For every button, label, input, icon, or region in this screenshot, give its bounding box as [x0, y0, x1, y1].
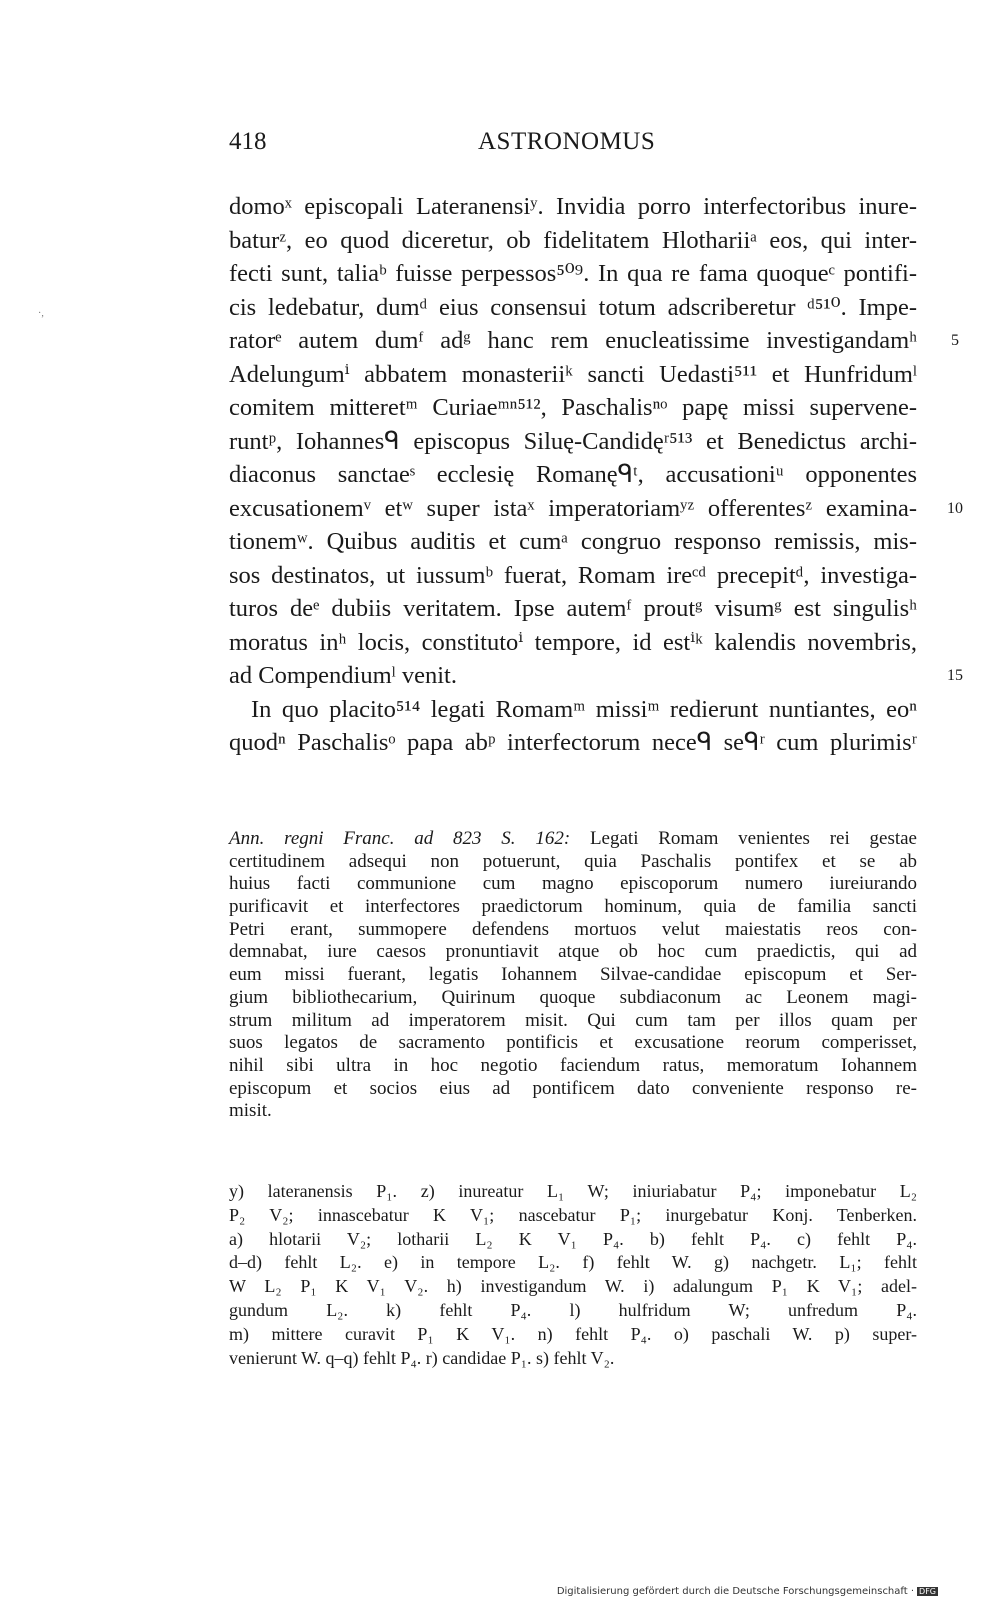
- source-line: strum militum ad imperatorem misit. Qui cum tam per illos quam per: [229, 1009, 917, 1031]
- apparatus-line: W L₂ P₁ K V₁ V₂. h) investigandum W. i) adalungum P₁ K V₁; adel-: [229, 1276, 917, 1297]
- source-line: purificavit et interfectores praedictorum hominum, quia de familia sancti: [229, 896, 917, 918]
- text-line: Adelungumⁱ abbatem monasteriiᵏ sancti Uedasti⁵¹¹ et Hunfridumˡ: [229, 360, 917, 388]
- critical-apparatus: [229, 1180, 917, 1370]
- source-note: [229, 828, 917, 1123]
- text-line: quodⁿ Paschalisᵒ papa abᵖ interfectorum neceᑫ seᑫʳ cum plurimisʳ: [229, 729, 917, 756]
- source-line: misit.: [229, 1100, 272, 1122]
- text-line: cis ledebatur, dumᵈ eius consensui totum adscriberetur ᵈ⁵¹⁰. Impe-: [229, 293, 917, 321]
- line-number: 15: [947, 667, 963, 684]
- apparatus-line: a) hlotarii V₂; lotharii L₂ K V₁ P₄. b) fehlt P₄. c) fehlt P₄.: [229, 1228, 917, 1249]
- text-line: excusationemᵛ etʷ super istaˣ imperatoriamʸᶻ offerentesᶻ examina-: [229, 494, 917, 522]
- line-number: 5: [951, 332, 959, 349]
- apparatus-line: y) lateranensis P₁. z) inureatur L₁ W; iniuriabatur P₄; imponebatur L₂: [229, 1181, 917, 1201]
- source-line: Petri erant, summopere defendens mortuos velut maiestatis reos con-: [229, 918, 917, 940]
- source-line-text: Legati Romam venientes rei gestae: [589, 828, 917, 849]
- source-line: episcopum et socios eius ad pontificem dato conveniente responso re-: [229, 1077, 917, 1099]
- dfg-logo: DFG: [919, 1587, 936, 1596]
- apparatus-line: gundum L₂. k) fehlt P₄. l) hulfridum W; unfredum P₄.: [229, 1299, 917, 1320]
- main-text: [229, 190, 917, 760]
- source-line: certitudinem adsequi non potuerunt, quia Paschalis pontifex et se ab: [229, 850, 917, 872]
- text-line: ratorᵉ autem dumᶠ adᵍ hanc rem enucleatissime investigandamʰ: [229, 327, 917, 354]
- page-number: 418: [229, 128, 267, 155]
- source-line: huius facti communione cum magno episcoporum numero iureiurando: [229, 873, 917, 895]
- source-line: demnabat, iure caesos pronuntiavit atque ob hoc cum praedictis, qui ad: [229, 941, 917, 963]
- margin-mark: ·,: [38, 308, 44, 319]
- apparatus-line: d–d) fehlt L₂. e) in tempore L₂. f) fehlt W. g) nachgetr. L₁; fehlt: [229, 1252, 917, 1273]
- line-number: 10: [947, 499, 963, 517]
- text-line: ad Compendiumˡ venit.: [229, 662, 457, 689]
- source-line: suos legatos de sacramento pontificis et excusatione reorum comperisset,: [229, 1032, 917, 1054]
- apparatus-line: m) mittere curavit P₁ K V₁. n) fehlt P₄. o) paschali W. p) super-: [229, 1323, 917, 1344]
- apparatus-line: venierunt W. q–q) fehlt P₄. r) candidae P₁. s) fehlt V₂.: [229, 1347, 615, 1368]
- text-line: tionemʷ. Quibus auditis et cumᵃ congruo responso remissis, mis-: [229, 528, 917, 555]
- footer-credit-text: Digitalisierung gefördert durch die Deutsche Forschungsgemeinschaft ·: [556, 1586, 915, 1597]
- text-line: moratus inʰ locis, constitutoⁱ tempore, id estⁱᵏ kalendis novembris,: [229, 628, 917, 656]
- running-title: ASTRONOMUS: [478, 128, 656, 155]
- text-line: baturᶻ, eo quod diceretur, ob fidelitatem Hlothariiᵃ eos, qui inter-: [229, 226, 917, 254]
- source-line: eum missi fuerant, legatis Iohannem Silvae-candidae episcopum et Ser-: [229, 964, 917, 986]
- source-reference: Ann. regni Franc. ad 823 S. 162:: [229, 828, 571, 849]
- text-line: comitem mitteretᵐ Curiaeᵐⁿ⁵¹², Paschalisⁿᵒ papę missi supervene-: [229, 394, 917, 421]
- text-line: turos deᵉ dubiis veritatem. Ipse autemᶠ proutᵍ visumᵍ est singulisʰ: [229, 595, 917, 622]
- source-line: nihil sibi ultra in hoc negotio faciendum ratus, memoratum Iohannem: [229, 1054, 917, 1076]
- text-line: In quo placito⁵¹⁴ legati Romamᵐ missiᵐ redierunt nuntiantes, eoⁿ: [251, 695, 917, 723]
- text-line: sos destinatos, ut iussumᵇ fuerat, Romam ireᶜᵈ precepitᵈ, investiga-: [229, 561, 917, 589]
- text-line: runtᵖ, Iohannesᑫ episcopus Siluę-Candidęʳ⁵¹³ et Benedictus archi-: [229, 427, 917, 455]
- source-line: [229, 828, 917, 851]
- text-line: domoˣ episcopali Lateranensiʸ. Invidia porro interfectoribus inure-: [229, 193, 917, 220]
- footer-credit: [557, 1586, 938, 1597]
- text-line: diaconus sanctaeˢ ecclesię Romanęᑫᵗ, accusationiᵘ opponentes: [229, 461, 917, 488]
- text-line: fecti sunt, taliaᵇ fuisse perpessos⁵⁰⁹. In qua re fama quoqueᶜ pontifi-: [229, 260, 917, 287]
- apparatus-line: P₂ V₂; innascebatur K V₁; nascebatur P₁; inurgebatur Konj. Tenberken.: [229, 1204, 917, 1225]
- source-line: gium bibliothecarium, Quirinum quoque subdiaconum ac Leonem magi-: [229, 986, 917, 1008]
